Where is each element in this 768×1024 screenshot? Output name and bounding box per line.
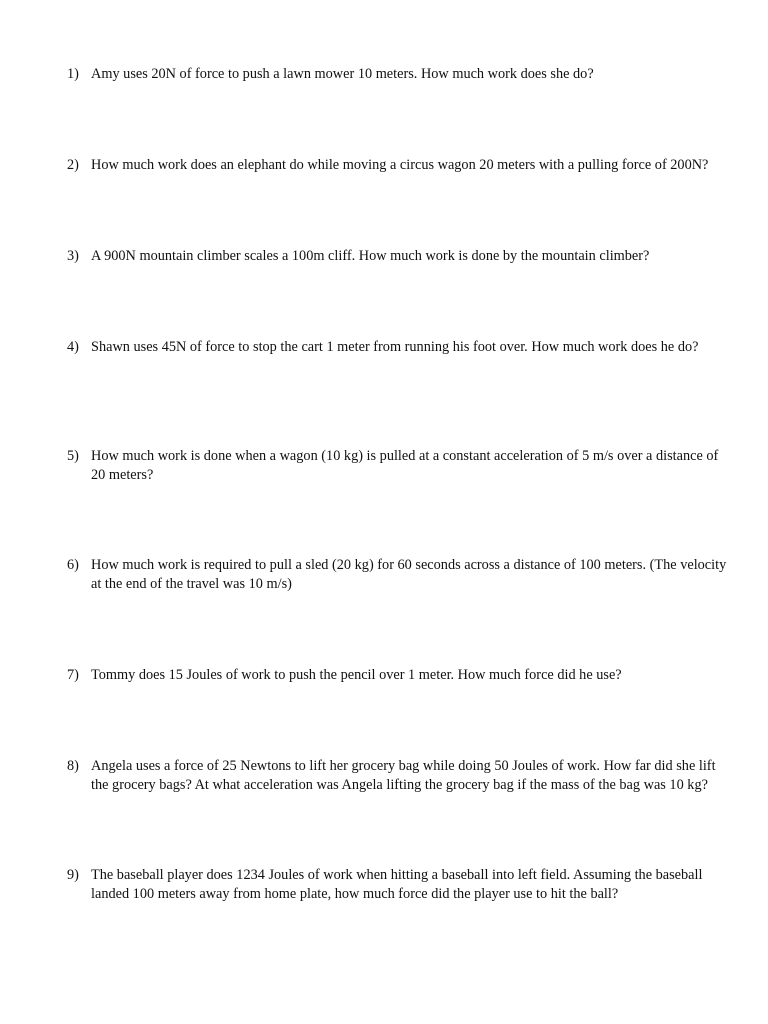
question-number: 7) <box>67 667 79 683</box>
question-number: 9) <box>67 867 79 883</box>
question-number: 5) <box>67 448 79 464</box>
question-text: Shawn uses 45N of force to stop the cart 1 meter from running his foot over. How much work does he do? <box>91 339 699 355</box>
question-text: Amy uses 20N of force to push a lawn mower 10 meters. How much work does she do? <box>91 66 594 82</box>
question-number: 2) <box>67 157 79 173</box>
question-text: Angela uses a force of 25 Newtons to lift her grocery bag while doing 50 Joules of work. How far did she lift the grocery bags? At what acceleration was Angela lifting the grocery bag if the mass of the bag was 10 kg? <box>91 758 716 793</box>
question-5 <box>67 447 727 484</box>
question-text: How much work does an elephant do while moving a circus wagon 20 meters with a pulling force of 200N? <box>91 157 709 173</box>
question-number: 1) <box>67 66 79 82</box>
question-4 <box>67 338 727 357</box>
question-text: How much work is done when a wagon (10 kg) is pulled at a constant acceleration of 5 m/s over a distance of 20 meters? <box>91 448 719 483</box>
question-number: 4) <box>67 339 79 355</box>
question-8 <box>67 757 727 794</box>
question-number: 3) <box>67 248 79 264</box>
question-text: The baseball player does 1234 Joules of work when hitting a baseball into left field. Assuming the baseball landed 100 meters away from home plate, how much force did the player use to hit the ball? <box>91 867 703 902</box>
question-2 <box>67 156 727 175</box>
question-number: 8) <box>67 758 79 774</box>
question-3 <box>67 247 727 266</box>
question-text: Tommy does 15 Joules of work to push the pencil over 1 meter. How much force did he use? <box>91 667 622 683</box>
question-text: A 900N mountain climber scales a 100m cliff. How much work is done by the mountain climber? <box>91 248 650 264</box>
question-7 <box>67 666 727 685</box>
question-6 <box>67 556 727 593</box>
question-number: 6) <box>67 557 79 573</box>
question-1 <box>67 65 727 84</box>
question-9 <box>67 866 727 903</box>
question-text: How much work is required to pull a sled (20 kg) for 60 seconds across a distance of 100 meters. (The velocity at the end of the travel was 10 m/s) <box>91 557 727 592</box>
